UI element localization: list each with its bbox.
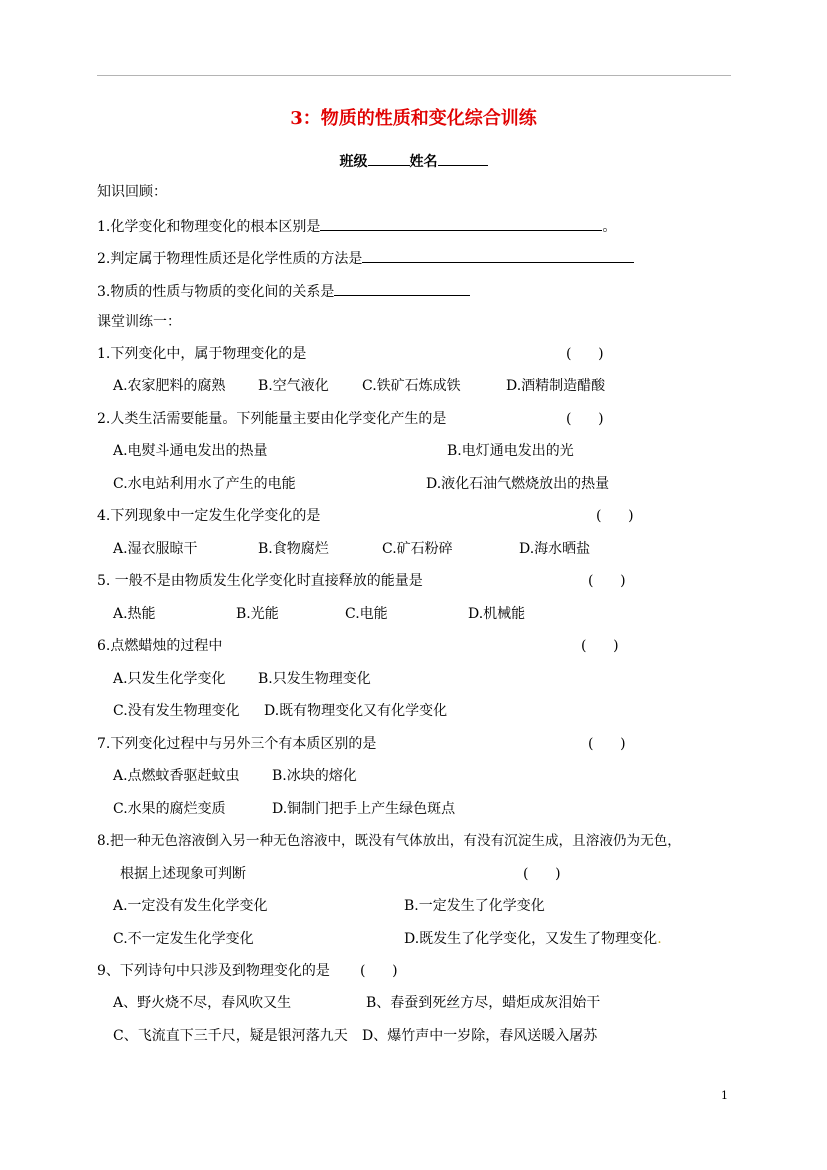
page-number: 1 [721,1089,728,1102]
option-d[interactable]: D.海水晒盐 [519,541,591,557]
option-d[interactable]: D.机械能 [468,606,526,622]
option-a[interactable]: A.农家肥料的腐熟 [113,378,226,394]
question-stem: 7.下列变化过程中与另外三个有本质区别的是 [97,736,377,752]
class-label: 班级 [339,154,368,170]
answer-blank[interactable] [320,216,602,231]
option-a[interactable]: A.一定没有发生化学变化 [113,898,268,914]
option-b[interactable]: B.一定发生了化学变化 [404,898,545,914]
option-d[interactable]: D.铜制门把手上产生绿色斑点 [272,801,456,817]
option-a[interactable]: A.电熨斗通电发出的热量 [113,443,268,459]
option-b[interactable]: B.电灯通电发出的光 [447,443,574,459]
option-c[interactable]: C.矿石粉碎 [382,541,453,557]
option-c[interactable]: C.不一定发生化学变化 [113,931,254,947]
question-stem: 9、下列诗句中只涉及到物理变化的是 [97,963,330,979]
answer-paren[interactable]: ( ) [588,736,626,752]
option-d[interactable]: D.既有物理变化又有化学变化 [264,703,448,719]
name-label: 姓名 [409,154,438,170]
option-c[interactable]: C.水果的腐烂变质 [113,801,226,817]
option-b[interactable]: B.光能 [236,606,279,622]
option-b[interactable]: B.冰块的熔化 [272,768,357,784]
option-a[interactable]: A.点燃蚊香驱赶蚊虫 [113,768,240,784]
review-item-3: 3.物质的性质与物质的变化间的关系是 [97,281,470,301]
question-stem: 2.人类生活需要能量。下列能量主要由化学变化产生的是 [97,411,447,427]
answer-paren[interactable]: ( ) [581,638,619,654]
question-stem: 1.下列变化中，属于物理变化的是 [97,346,307,362]
answer-paren[interactable]: ( ) [588,573,626,589]
class-name-line [0,151,827,171]
answer-paren[interactable]: ( ) [566,411,604,427]
option-a[interactable]: A.湿衣服晾干 [113,541,198,557]
option-b[interactable]: B、春蚕到死丝方尽，蜡炬成灰泪始干 [366,995,601,1011]
name-blank[interactable] [438,151,488,166]
review-item-2: 2.判定属于物理性质还是化学性质的方法是 [97,248,634,268]
option-d[interactable]: D.既发生了化学变化，又发生了物理变化. [404,931,662,947]
header-rule [97,75,731,76]
option-d[interactable]: D、爆竹声中一岁除，春风送暖入屠苏 [362,1028,598,1044]
option-c[interactable]: C.电能 [345,606,388,622]
option-c[interactable]: C.水电站利用水了产生的电能 [113,476,296,492]
option-a[interactable]: A.只发生化学变化 [113,671,226,687]
answer-paren[interactable]: ( ) [566,346,604,362]
option-b[interactable]: B.食物腐烂 [258,541,329,557]
option-a[interactable]: A、野火烧不尽，春风吹又生 [113,995,292,1011]
answer-blank[interactable] [362,248,634,263]
option-c[interactable]: C.没有发生物理变化 [113,703,240,719]
option-b[interactable]: B.空气液化 [258,378,329,394]
class-blank[interactable] [368,151,410,166]
answer-paren[interactable]: ( ) [360,963,398,979]
option-c[interactable]: C、飞流直下三千尺，疑是银河落九天 [113,1028,348,1044]
review-heading: 知识回顾： [97,184,167,200]
question-stem: 6.点燃蜡烛的过程中 [97,638,223,654]
option-c[interactable]: C.铁矿石炼成铁 [362,378,461,394]
page-title: 3：物质的性质和变化综合训练 [290,108,537,129]
option-d[interactable]: D.液化石油气燃烧放出的热量 [426,476,610,492]
answer-paren[interactable]: ( ) [523,866,561,882]
option-a[interactable]: A.热能 [113,606,156,622]
answer-blank[interactable] [334,281,470,296]
question-stem-continued: 根据上述现象可判断 [120,866,246,882]
option-d[interactable]: D.酒精制造醋酸 [506,378,606,394]
answer-paren[interactable]: ( ) [596,508,634,524]
practice-heading: 课堂训练一： [97,314,181,330]
stray-dot: . [657,931,662,947]
question-stem: 5. 一般不是由物质发生化学变化时直接释放的能量是 [97,573,423,589]
option-b[interactable]: B.只发生物理变化 [258,671,371,687]
review-item-1: 1.化学变化和物理变化的根本区别是 。 [97,216,616,236]
question-stem: 4.下列现象中一定发生化学变化的是 [97,508,321,524]
question-stem: 8.把一种无色溶液倒入另一种无色溶液中，既没有气体放出，有没有沉淀生成，且溶液仍为无色， [97,833,681,849]
